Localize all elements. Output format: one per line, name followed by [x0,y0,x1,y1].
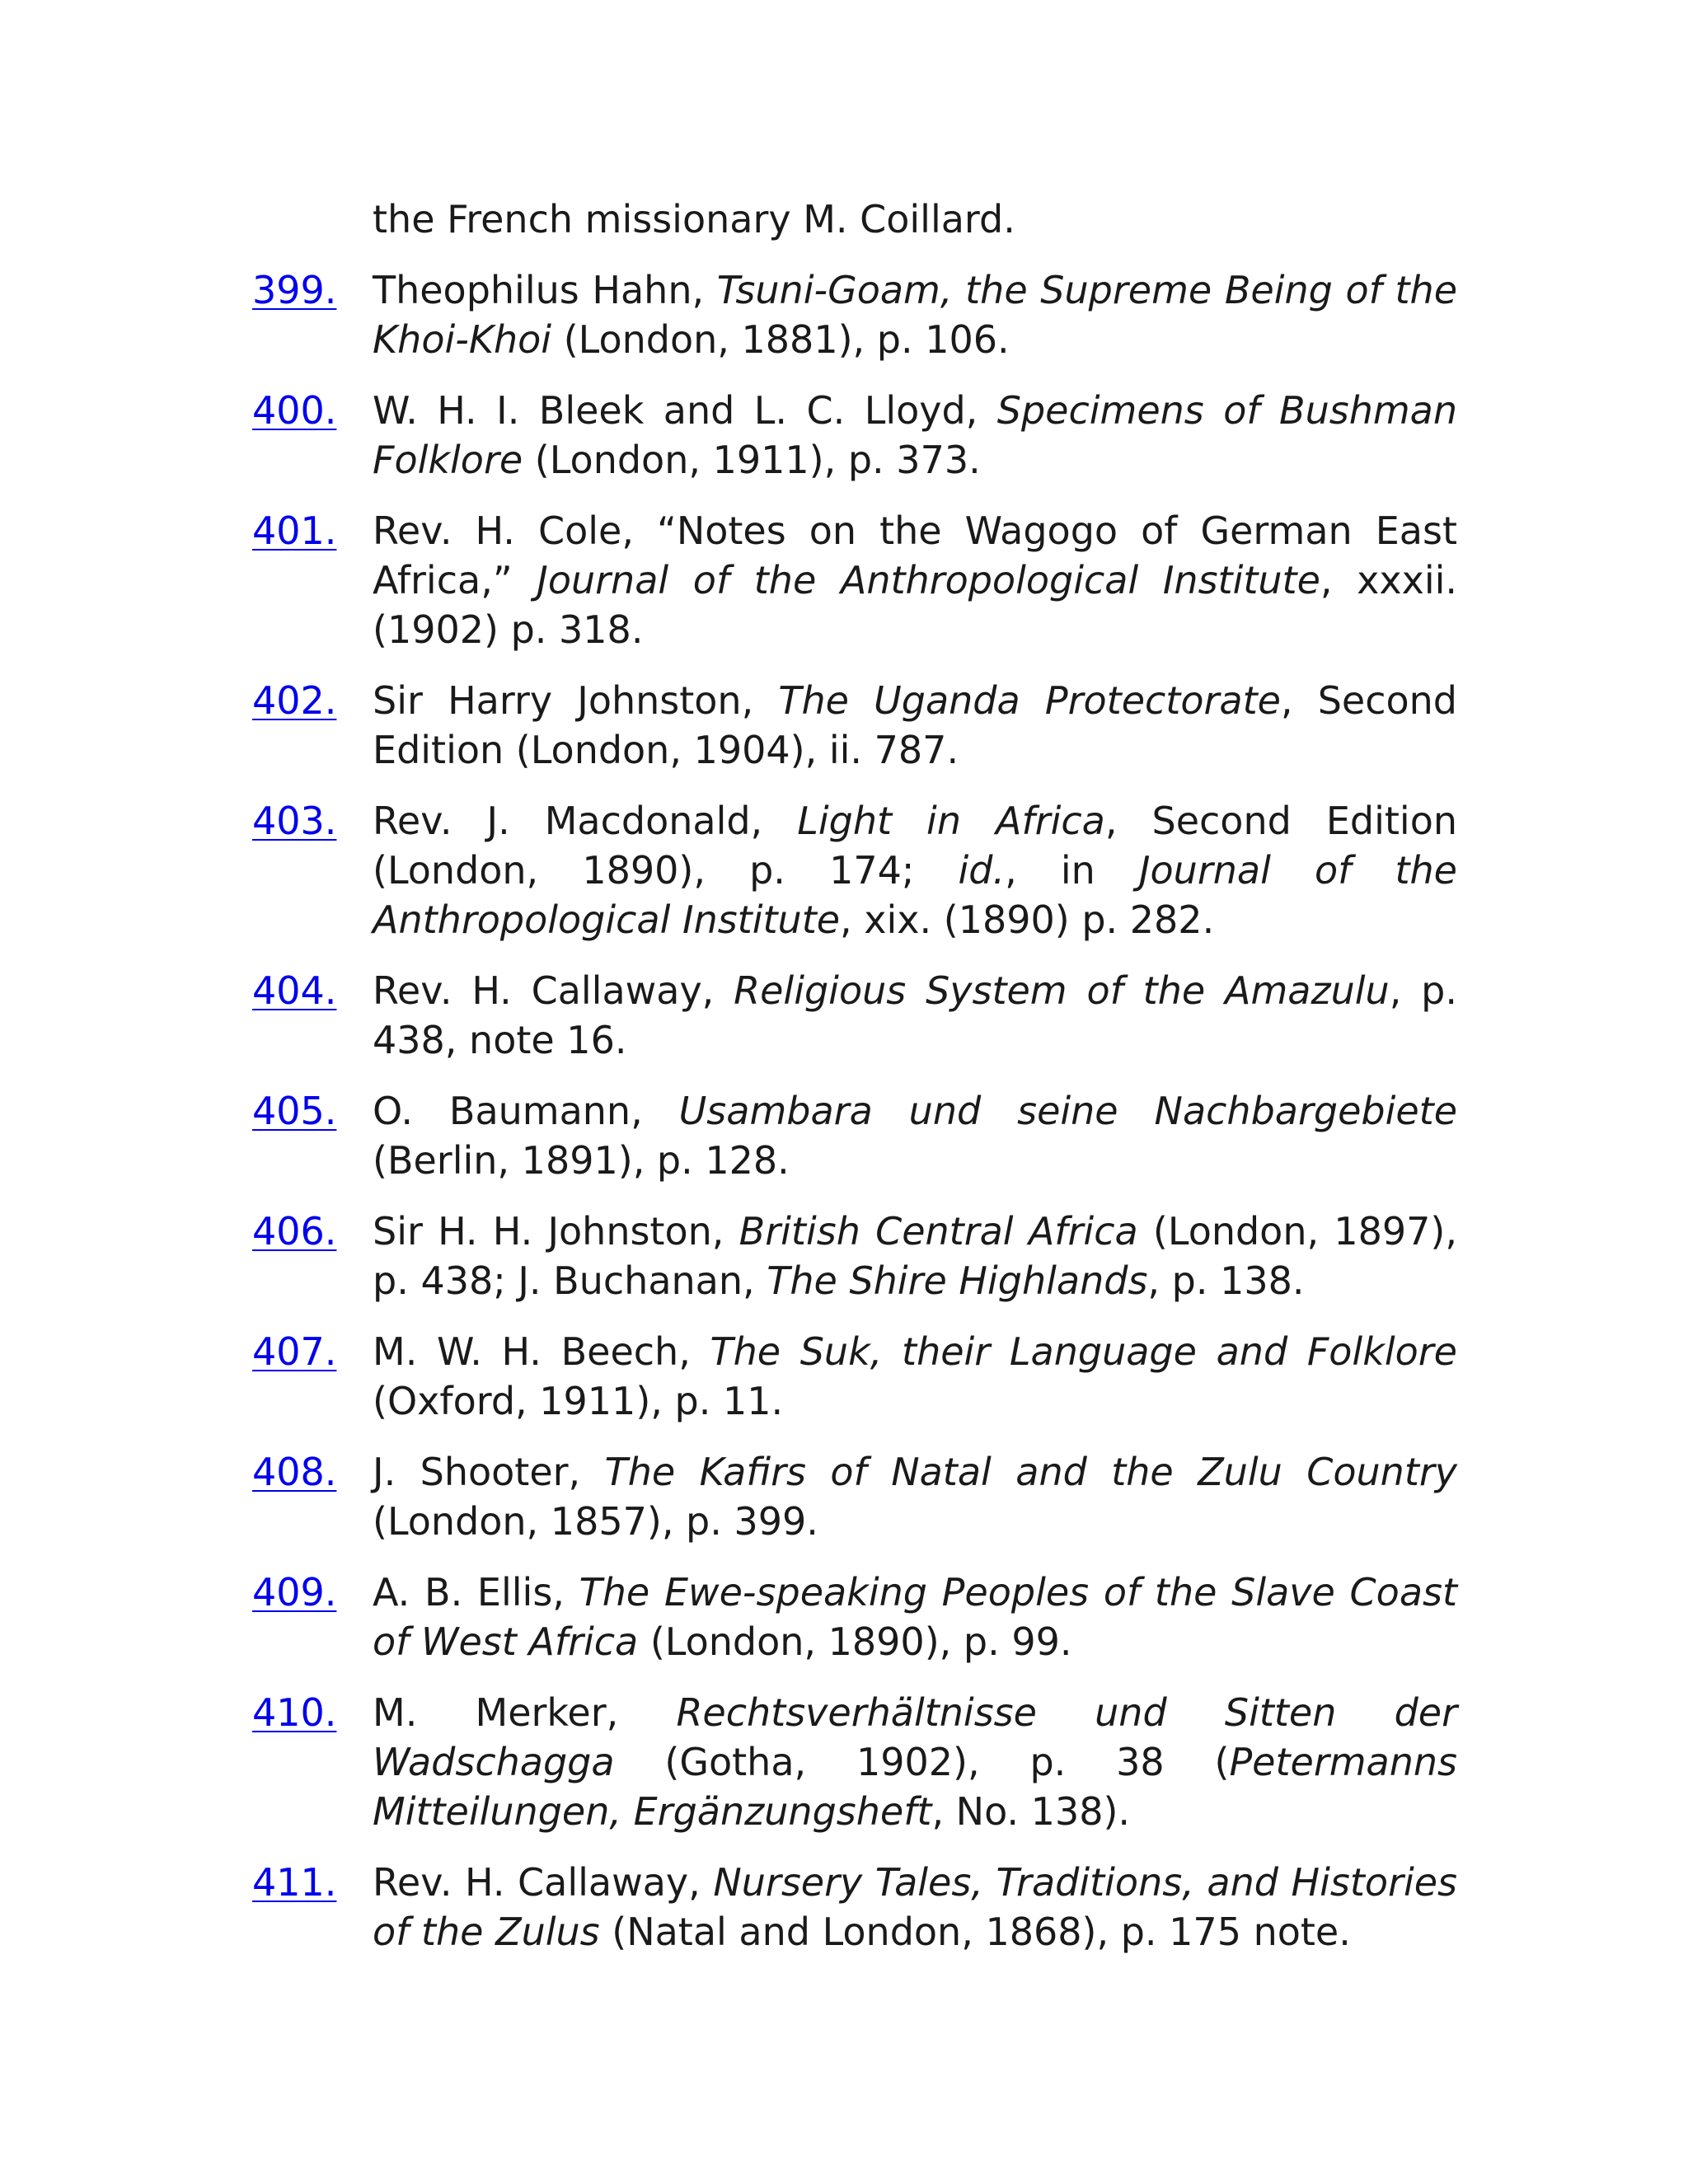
citation-text: Rev. H. Callaway, [373,968,734,1013]
citation-text: Theophilus Hahn, [373,268,717,312]
footnote-text [373,1568,1457,1666]
footnote-number-link[interactable]: 409. [252,1570,337,1615]
footnote-text [373,386,1457,485]
citation-text: (London, 1911), p. 373. [523,438,981,482]
footnote-number-link[interactable]: 402. [252,678,337,723]
citation-text: O. Baumann, [373,1089,679,1133]
citation-text: M. W. H. Beech, [373,1329,710,1374]
footnote-item [0,676,1688,775]
citation-text: , Second Edition (London, 1904), ii. 787. [373,678,1458,772]
continued-note-text: the French missionary M. Coillard. [373,197,1015,241]
citation-text: (London, 1857), p. 399. [373,1499,818,1544]
citation-text: (London, 1881), p. 106. [551,317,1010,362]
footnote-text [373,265,1457,364]
italic-title: Journal of the Anthropological Institute [537,558,1320,602]
citation-text: Rev. H. Cole, “Notes on the Wagogo of German East Africa,” [373,509,1457,602]
footnote-list [0,265,1688,1978]
footnote-number-link[interactable]: 403. [252,799,337,843]
footnote-text [373,966,1457,1065]
footnote-text [373,1086,1457,1185]
citation-text: , p. 138. [1147,1258,1305,1303]
italic-title: Rechtsverhältnisse und Sitten der Wadschagga [373,1690,1457,1784]
italic-title: The Kafirs of Natal and the Zulu Country [604,1450,1457,1494]
citation-text: (Oxford, 1911), p. 11. [373,1379,784,1423]
italic-title: Tsuni-Goam, the Supreme Being of the Khoi-Khoi [373,268,1457,362]
italic-title: Usambara und seine Nachbargebiete [678,1089,1457,1133]
footnote-item [0,1086,1688,1185]
footnote-item [0,796,1688,944]
footnote-number-link[interactable]: 407. [252,1329,337,1374]
footnote-item [0,1447,1688,1546]
italic-title: Religious System of the Amazulu [734,968,1390,1013]
italic-title: The Ewe-speaking Peoples of the Slave Coast of West Africa [373,1570,1458,1664]
citation-text: , in [1005,848,1139,893]
footnote-number-link[interactable]: 401. [252,509,337,553]
italic-title: Petermanns Mitteilungen, Ergänzungsheft [373,1740,1457,1834]
footnote-item [0,386,1688,485]
citation-text: Sir Harry Johnston, [373,678,779,723]
citation-text: (London, 1890), p. 99. [638,1619,1072,1664]
italic-title: id. [958,848,1006,893]
footnote-item [0,265,1688,364]
footnote-text [373,1327,1457,1426]
footnote-item [0,1327,1688,1426]
citation-text: , Second Edition (London, 1890), p. 174; [373,799,1457,893]
italic-title: The Suk, their Language and Folklore [710,1329,1457,1374]
footnote-text [373,1688,1457,1836]
footnote-number-link[interactable]: 399. [252,268,337,312]
footnote-item [0,1688,1688,1836]
citation-text: J. Shooter, [373,1450,605,1494]
footnote-number-link[interactable]: 400. [252,388,337,433]
citation-text: , xix. (1890) p. 282. [840,898,1215,942]
citation-text: (Natal and London, 1868), p. 175 note. [599,1910,1351,1954]
italic-title: Light in Africa [797,799,1105,843]
citation-text: Rev. H. Callaway, [373,1860,714,1905]
citation-text: Rev. J. Macdonald, [373,799,798,843]
citation-text: , No. 138). [931,1789,1131,1834]
footnote-item [0,966,1688,1065]
footnote-text [373,676,1457,775]
footnote-item [0,506,1688,654]
footnote-text [373,506,1457,654]
citation-text: (London, 1897), p. 438; J. Buchanan, [373,1209,1457,1303]
citation-text: , xxxii. (1902) p. 318. [373,558,1457,652]
footnote-number-link[interactable]: 404. [252,968,337,1013]
citation-text: A. B. Ellis, [373,1570,579,1615]
italic-title: Specimens of Bushman Folklore [373,388,1457,482]
citation-text: W. H. I. Bleek and L. C. Lloyd, [373,388,997,433]
footnote-number-link[interactable]: 405. [252,1089,337,1133]
italic-title: The Uganda Protectorate [778,678,1281,723]
citation-text: (Berlin, 1891), p. 128. [373,1138,790,1183]
italic-title: Journal of the Anthropological Institute [373,848,1457,942]
citation-text: (Gotha, 1902), p. 38 ( [614,1740,1230,1784]
footnote-text [373,1207,1457,1305]
footnote-item [0,1568,1688,1666]
citation-text: Sir H. H. Johnston, [373,1209,739,1254]
citation-text: M. Merker, [373,1690,677,1735]
footnote-number-link[interactable]: 408. [252,1450,337,1494]
footnote-item [0,1207,1688,1305]
citation-text: , p. 438, note 16. [373,968,1457,1062]
footnote-text [373,796,1457,944]
footnote-number-link[interactable]: 406. [252,1209,337,1254]
footnote-text [373,1858,1457,1957]
italic-title: British Central Africa [738,1209,1138,1254]
footnote-number-link[interactable]: 411. [252,1860,337,1905]
italic-title: Nursery Tales, Traditions, and Histories of the Zulus [373,1860,1458,1954]
footnote-number-link[interactable]: 410. [252,1690,337,1735]
footnote-item [0,1858,1688,1957]
footnote-text [373,1447,1457,1546]
italic-title: The Shire Highlands [767,1258,1148,1303]
